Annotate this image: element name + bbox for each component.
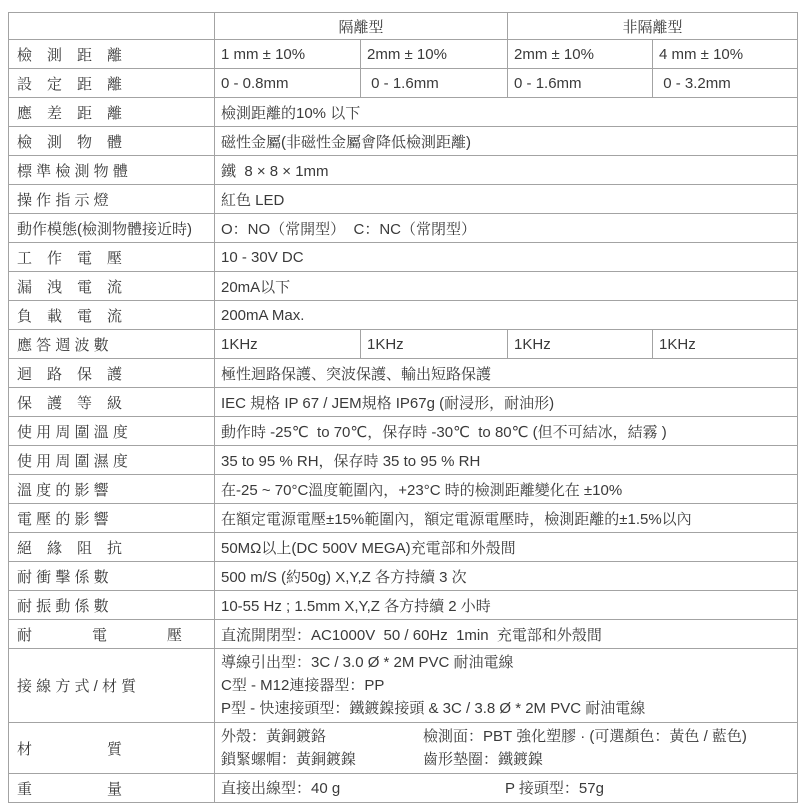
row-label: 使 用 周 圍 溫 度 xyxy=(9,417,215,446)
row-label: 耐 衝 擊 係 數 xyxy=(9,562,215,591)
header-non-isolated-type: 非隔離型 xyxy=(508,13,798,40)
spec-row xyxy=(9,475,798,504)
row-label: 漏 洩 電 流 xyxy=(9,272,215,301)
spec-row xyxy=(9,620,798,649)
value-cell: 200mA Max. xyxy=(215,301,798,330)
row-label: 材 質 xyxy=(9,723,215,774)
row-label: 接 線 方 式 / 材 質 xyxy=(9,649,215,723)
spec-row xyxy=(9,330,798,359)
value-cell: 極性迴路保護、突波保護、輸出短路保護 xyxy=(215,359,798,388)
value-left: 鎖緊螺帽：黃銅鍍鎳 xyxy=(221,751,357,768)
value-cell: 10 - 30V DC xyxy=(215,243,798,272)
spec-row xyxy=(9,562,798,591)
value-cell xyxy=(215,774,798,803)
row-label: 耐 電 壓 xyxy=(9,620,215,649)
row-label: 耐 振 動 係 數 xyxy=(9,591,215,620)
value-cell: 4 mm ± 10% xyxy=(653,40,798,69)
value-right: 齒形墊圈：鐵鍍鎳 xyxy=(423,751,544,768)
value-cell xyxy=(215,723,798,774)
value-cell: 磁性金屬(非磁性金屬會降低檢測距離) xyxy=(215,127,798,156)
spec-row xyxy=(9,156,798,185)
value-cell: 35 to 95 % RH，保存時 35 to 95 % RH xyxy=(215,446,798,475)
spec-row xyxy=(9,504,798,533)
spec-row xyxy=(9,774,798,803)
value-left: 外殼：黃銅鍍鉻 xyxy=(221,728,327,745)
value-cell: 在-25 ~ 70°C溫度範圍內，+23°C 時的檢測距離變化在 ±10% xyxy=(215,475,798,504)
value-cell: 直流開閉型：AC1000V 50 / 60Hz 1min 充電部和外殼間 xyxy=(215,620,798,649)
spec-row xyxy=(9,40,798,69)
row-label: 應 差 距 離 xyxy=(9,98,215,127)
row-label: 檢 測 物 體 xyxy=(9,127,215,156)
row-label: 工 作 電 壓 xyxy=(9,243,215,272)
spec-row xyxy=(9,69,798,98)
value-cell: 0 - 0.8mm xyxy=(215,69,361,98)
value-line: P型 - 快速接頭型：鐵鍍鎳接頭 & 3C / 3.8 Ø * 2M PVC 耐油電線 xyxy=(221,700,646,717)
spec-row xyxy=(9,533,798,562)
spec-row xyxy=(9,272,798,301)
value-cell: 1 mm ± 10% xyxy=(215,40,361,69)
row-label: 負 載 電 流 xyxy=(9,301,215,330)
value-cell: 紅色 LED xyxy=(215,185,798,214)
row-label: 保 護 等 級 xyxy=(9,388,215,417)
value-cell: 鐵 8 × 8 × 1mm xyxy=(215,156,798,185)
sensor-spec-table xyxy=(8,12,798,803)
value-line xyxy=(221,748,791,771)
spec-row xyxy=(9,417,798,446)
spec-row xyxy=(9,446,798,475)
row-label: 電 壓 的 影 響 xyxy=(9,504,215,533)
row-label: 溫 度 的 影 響 xyxy=(9,475,215,504)
value-cell: 1KHz xyxy=(653,330,798,359)
spec-row xyxy=(9,185,798,214)
value-cell xyxy=(215,649,798,723)
value-cell: 50MΩ以上(DC 500V MEGA)充電部和外殼間 xyxy=(215,533,798,562)
value-right: P 接頭型：57g xyxy=(505,779,604,797)
row-label: 迴 路 保 護 xyxy=(9,359,215,388)
value-line: C型 - M12連接器型：PP xyxy=(221,677,385,694)
spec-row xyxy=(9,98,798,127)
value-cell: 0 - 1.6mm xyxy=(361,69,508,98)
value-cell: 在額定電源電壓±15%範圍內，額定電源電壓時，檢測距離的±1.5%以內 xyxy=(215,504,798,533)
spec-row xyxy=(9,214,798,243)
spec-row xyxy=(9,127,798,156)
value-left: 直接出線型：40 g xyxy=(221,779,341,797)
header-empty-cell xyxy=(9,13,215,40)
value-cell: 10-55 Hz ; 1.5mm X,Y,Z 各方持續 2 小時 xyxy=(215,591,798,620)
spec-row xyxy=(9,649,798,723)
value-cell: 動作時 -25℃ to 70℃，保存時 -30℃ to 80℃ (但不可結冰，結霧 ) xyxy=(215,417,798,446)
row-label: 重 量 xyxy=(9,774,215,803)
value-cell: 檢測距離的10% 以下 xyxy=(215,98,798,127)
row-label: 絕 緣 阻 抗 xyxy=(9,533,215,562)
spec-row xyxy=(9,301,798,330)
row-label: 檢 測 距 離 xyxy=(9,40,215,69)
row-label: 動作模態(檢測物體接近時) xyxy=(9,214,215,243)
row-label: 標 準 檢 測 物 體 xyxy=(9,156,215,185)
row-label: 使 用 周 圍 濕 度 xyxy=(9,446,215,475)
value-cell: 20mA以下 xyxy=(215,272,798,301)
spec-row xyxy=(9,723,798,774)
spec-row xyxy=(9,243,798,272)
value-cell: O：NO（常開型） C：NC（常閉型） xyxy=(215,214,798,243)
row-label: 應 答 週 波 數 xyxy=(9,330,215,359)
value-right: 檢測面：PBT 強化塑膠 · (可選顏色：黃色 / 藍色) xyxy=(423,728,747,745)
value-cell: 0 - 3.2mm xyxy=(653,69,798,98)
spec-row xyxy=(9,591,798,620)
row-label: 設 定 距 離 xyxy=(9,69,215,98)
value-line: 導線引出型：3C / 3.0 Ø * 2M PVC 耐油電線 xyxy=(221,654,514,671)
value-cell: 2mm ± 10% xyxy=(508,40,653,69)
value-cell: 500 m/S (約50g) X,Y,Z 各方持續 3 次 xyxy=(215,562,798,591)
value-line xyxy=(221,725,791,748)
spec-row xyxy=(9,359,798,388)
value-cell: 2mm ± 10% xyxy=(361,40,508,69)
value-cell: 0 - 1.6mm xyxy=(508,69,653,98)
row-label: 操 作 指 示 燈 xyxy=(9,185,215,214)
spec-row xyxy=(9,388,798,417)
header-row xyxy=(9,13,798,40)
value-cell: 1KHz xyxy=(508,330,653,359)
value-cell: IEC 規格 IP 67 / JEM規格 IP67g (耐浸形，耐油形) xyxy=(215,388,798,417)
value-cell: 1KHz xyxy=(215,330,361,359)
header-isolated-type: 隔離型 xyxy=(215,13,508,40)
value-cell: 1KHz xyxy=(361,330,508,359)
value-line xyxy=(221,777,791,800)
